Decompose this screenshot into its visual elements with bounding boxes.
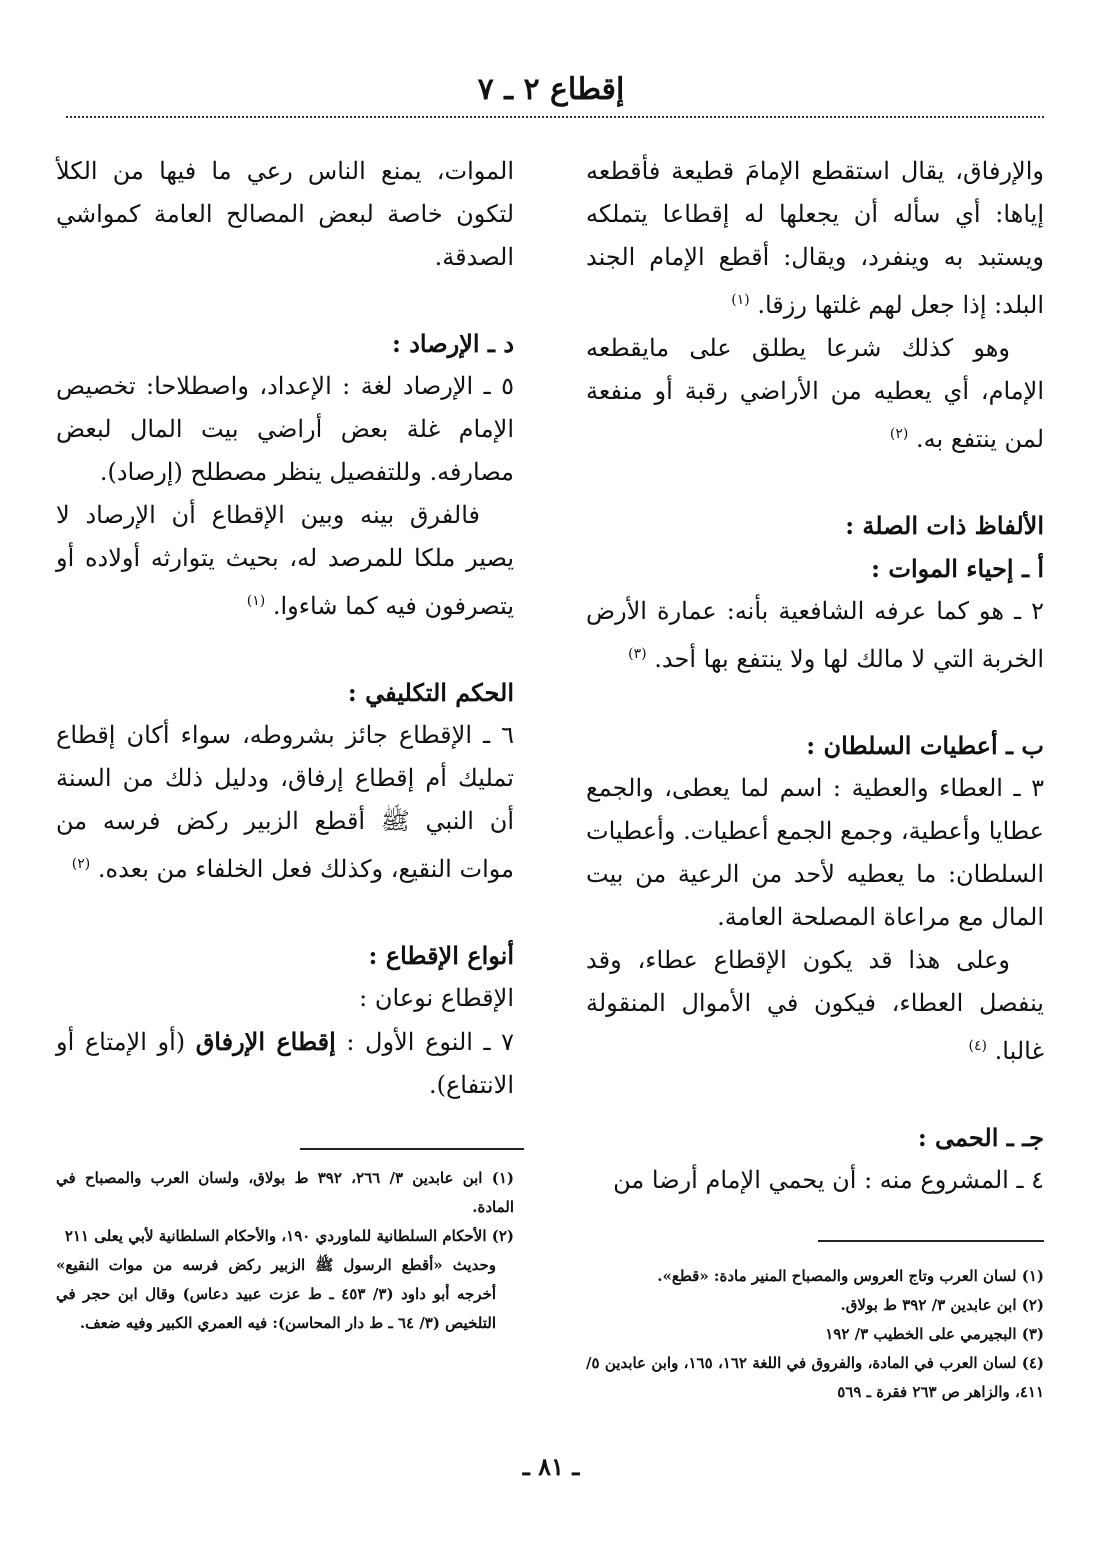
spacer bbox=[586, 1073, 1044, 1116]
footnote-ref-2: (٢) bbox=[889, 426, 909, 442]
paragraph-6-text: ٦ ـ الإقطاع جائز بشروطه، سواء أكان إقطاع تمليك أم إقطاع إرفاق، ودليل ذلك من السنة أن النبي ﷺ أقطع الزبير ركض فرسه من موات النقيع، وكذلك فعل الخلفاء من بعده. bbox=[56, 721, 514, 883]
footnote-left-1: (١) ابن عابدين ٣/ ٢٦٦، ٣٩٢ ط بولاق، ولسان العرب والمصباح في المادة. bbox=[56, 1169, 514, 1216]
footnote-left-2: (٢) الأحكام السلطانية للماوردي ١٩٠، والأحكام السلطانية لأبي يعلى ٢١١ bbox=[64, 1227, 514, 1245]
spacer bbox=[56, 891, 514, 934]
footnote-right-4: (٤) لسان العرب في المادة، والفروق في اللغة ١٦٢، ١٦٥، وابن عابدين ٥/ ٤١١، والزاهر ص ٢٦٣ فقرة ـ ٥٦٩ bbox=[586, 1354, 1044, 1401]
paragraph-1 bbox=[586, 150, 1044, 327]
header-dotted-rule bbox=[66, 116, 1044, 118]
spacer bbox=[586, 461, 1044, 504]
page-header: إقطاع ٢ ـ ٧ bbox=[477, 72, 625, 107]
right-column bbox=[586, 150, 1044, 1202]
paragraph-5b-text: فالفرق بينه وبين الإقطاع أن الإرصاد لا يصير ملكا للمرصد له، بحيث يتوارثه أولاده أو يتصرفون فيه كما شاءوا. bbox=[56, 501, 515, 620]
spacer bbox=[586, 681, 1044, 724]
footnotes-right bbox=[586, 1262, 1044, 1407]
types-heading: أنواع الإقطاع : bbox=[368, 941, 514, 970]
related-terms-heading: الألفاظ ذات الصلة : bbox=[845, 511, 1044, 540]
paragraph-3: ٣ ـ العطاء والعطية : اسم لما يعطى، والجمع عطايا وأعطية، وجمع الجمع أعطيات. وأعطيات السلطان: ما يعطيه لأحد من الرعية من بيت المال مع مراعاة المصلحة العامة. bbox=[586, 774, 1044, 931]
paragraph-7-rest: (أو الإمتاع أو الانتفاع). bbox=[56, 1028, 514, 1099]
page-number: ـ ٨١ ـ bbox=[522, 1452, 580, 1481]
paragraph-1-text: والإرفاق، يقال استقطع الإمامَ قطيعة فأقطعه إياها: أي سأله أن يجعلها له إقطاعا يتملكه ويستبد به وينفرد، ويقال: أقطع الإمام الجند البلد: إذا جعل لهم غلتها رزقا. bbox=[586, 157, 1044, 319]
footnote-ref-1: (١) bbox=[731, 292, 750, 308]
paragraph-3b-text: وعلى هذا قد يكون الإقطاع عطاء، وقد ينفصل العطاء، فيكون في الأموال المنقولة غالبا. bbox=[586, 946, 1044, 1065]
paragraph-3b bbox=[586, 939, 1044, 1073]
spacer bbox=[56, 628, 514, 671]
paragraph-2 bbox=[586, 590, 1044, 681]
footnote-ref-3: (٣) bbox=[628, 646, 647, 662]
paragraph-7 bbox=[56, 1020, 514, 1107]
paragraph-7-bold: إقطاع الإرفاق bbox=[195, 1027, 336, 1056]
paragraph-4-continued: الموات، يمنع الناس رعي ما فيها من الكلأ لتكون خاصة لبعض المصالح العامة كمواشي الصدقة. bbox=[56, 157, 514, 271]
paragraph-5: ٥ ـ الإرصاد لغة : الإعداد، واصطلاحا: تخصيص الإمام غلة بعض أراضي بيت المال لبعض مصارفه. وللتفصيل ينظر مصطلح (إرصاد). bbox=[56, 372, 514, 486]
left-column bbox=[56, 150, 514, 1107]
subheading-a: أ ـ إحياء الموات : bbox=[871, 554, 1044, 583]
footnote-rule-left bbox=[300, 1148, 524, 1150]
footnote-right-1: (١) لسان العرب وتاج العروس والمصباح المنير مادة: «قطع». bbox=[657, 1267, 1044, 1285]
footnote-left-2-continued: وحديث «أقطع الرسول ﷺ الزبير ركض فرسه من موات النقيع» أخرجه أبو داود (٣/ ٤٥٣ ـ ط عزت عبيد دعاس) وقال ابن حجر في التلخيص (٣/ ٦٤ ـ ط دار المحاسن): فيه العمري الكبير وفيه ضعف. bbox=[56, 1256, 497, 1332]
footnote-ref-left-2: (٢) bbox=[71, 856, 91, 872]
subheading-c: جـ ـ الحمى : bbox=[917, 1123, 1044, 1152]
paragraph-1b bbox=[586, 327, 1044, 461]
footnotes-left bbox=[56, 1164, 514, 1338]
paragraph-4: ٤ ـ المشروع منه : أن يحمي الإمام أرضا من bbox=[613, 1166, 1044, 1194]
types-intro: الإقطاع نوعان : bbox=[359, 984, 514, 1012]
subheading-b: ب ـ أعطيات السلطان : bbox=[806, 731, 1044, 760]
footnote-ref-4: (٤) bbox=[968, 1038, 987, 1054]
subheading-d: د ـ الإرصاد : bbox=[392, 329, 514, 358]
footnote-right-2: (٢) ابن عابدين ٣/ ٣٩٢ ط بولاق. bbox=[840, 1296, 1044, 1314]
paragraph-2-text: ٢ ـ هو كما عرفه الشافعية بأنه: عمارة الأرض الخربة التي لا مالك لها ولا ينتفع بها أحد. bbox=[586, 597, 1044, 673]
paragraph-7-lead: ٧ ـ النوع الأول : bbox=[335, 1028, 515, 1056]
footnote-ref-left-1: (١) bbox=[246, 593, 266, 609]
footnote-right-3: (٣) البجيرمي على الخطيب ٣/ ١٩٢ bbox=[825, 1325, 1044, 1343]
paragraph-6 bbox=[56, 714, 514, 891]
ruling-heading: الحكم التكليفي : bbox=[347, 678, 514, 707]
paragraph-5b bbox=[56, 494, 514, 628]
paragraph-1b-text: وهو كذلك شرعا يطلق على مايقطعه الإمام، أي يعطيه من الأراضي رقبة أو منفعة لمن ينتفع به. bbox=[586, 334, 1044, 453]
footnote-rule-right bbox=[818, 1240, 1044, 1242]
spacer bbox=[56, 279, 514, 322]
